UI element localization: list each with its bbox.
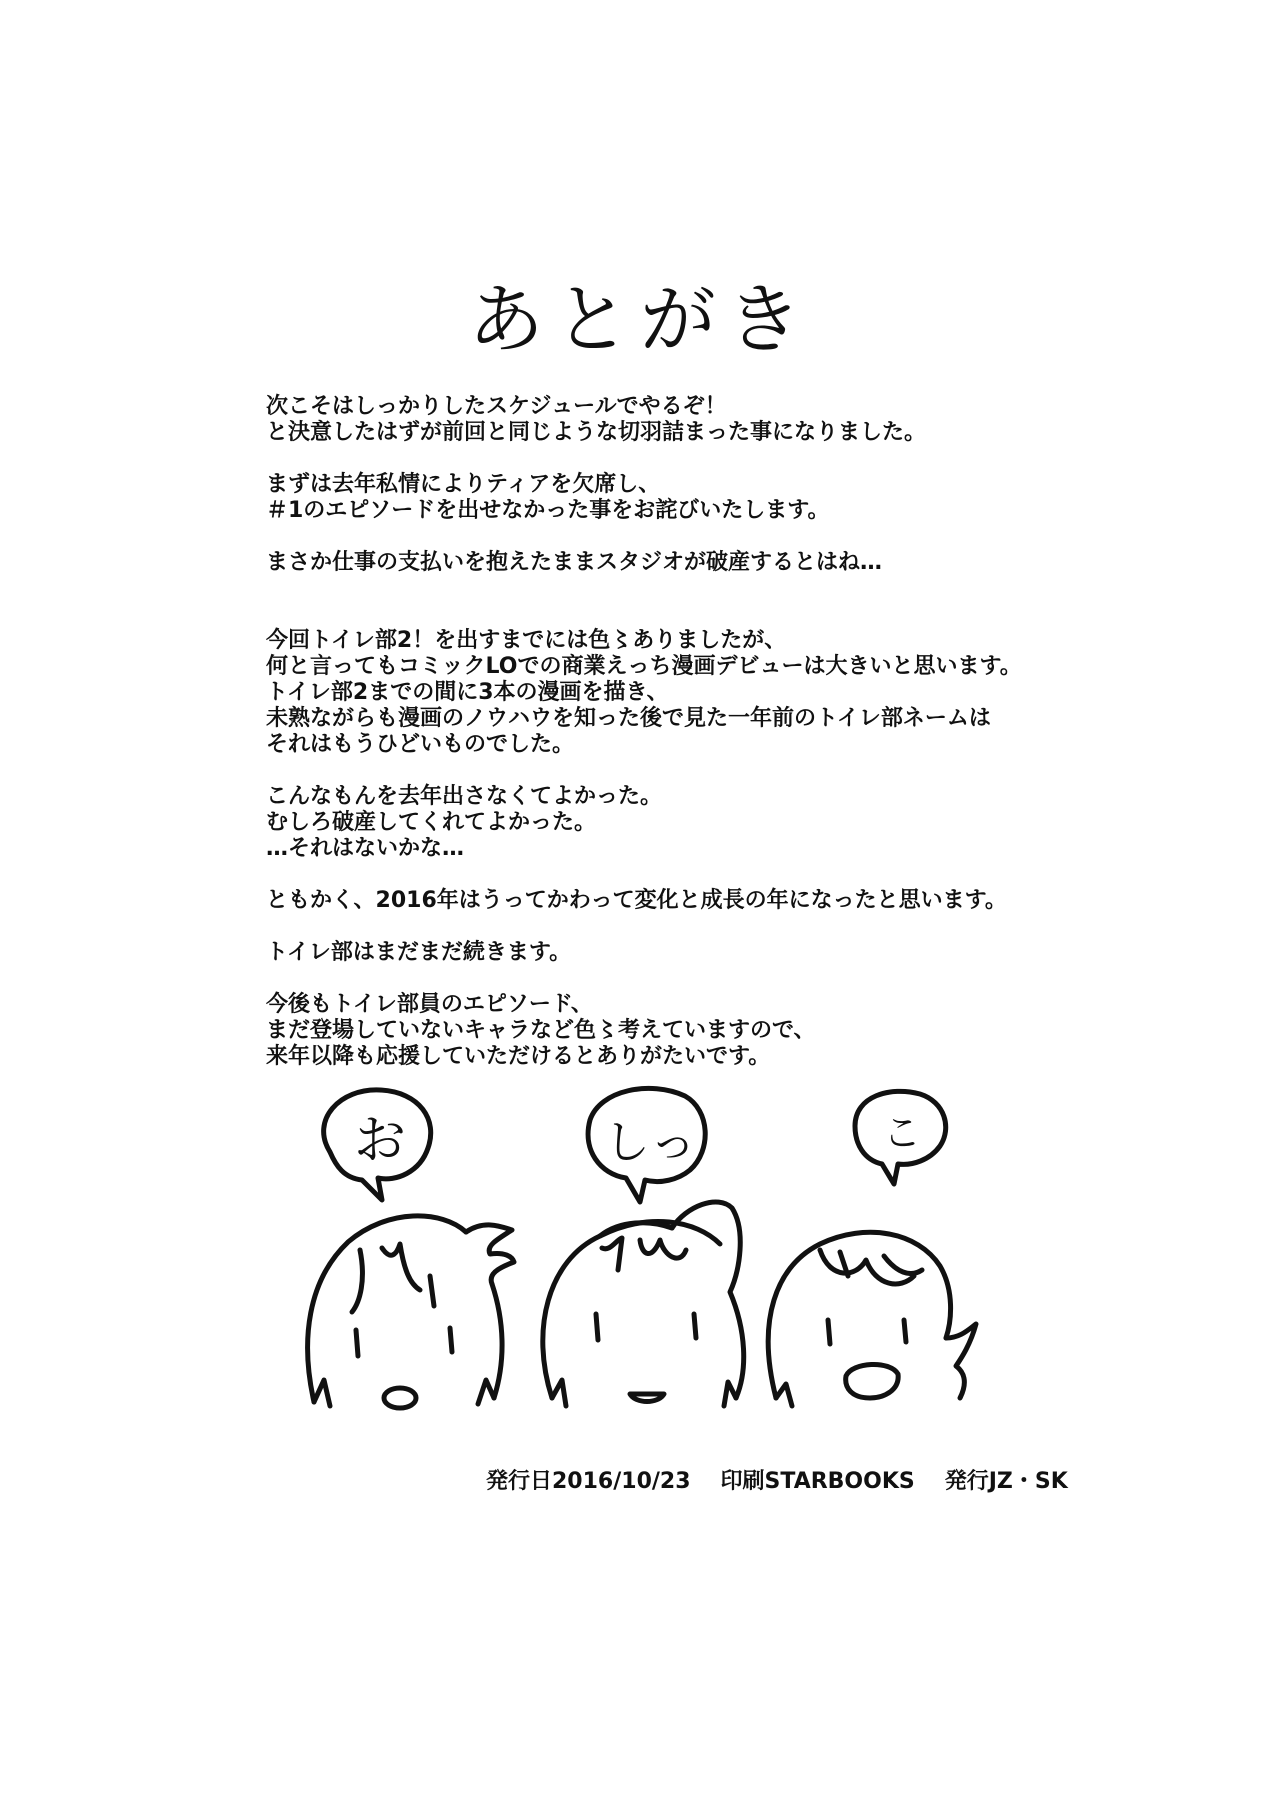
text-line: 来年以降も応援していただけるとありがたいです。 bbox=[266, 1044, 771, 1069]
paragraph bbox=[266, 940, 1086, 966]
text-line: ＃1のエピソードを出せなかった事をお詫びいたします。 bbox=[266, 498, 830, 523]
bubble-text: お bbox=[353, 1111, 407, 1171]
paragraph bbox=[266, 550, 1086, 576]
text-line: こんなもんを去年出さなくてよかった。 bbox=[266, 784, 663, 809]
paragraph bbox=[266, 394, 1086, 446]
text-line: まずは去年私情によりティアを欠席し、 bbox=[266, 472, 661, 497]
paragraph bbox=[266, 888, 1086, 914]
text-line: トイレ部はまだまだ続きます。 bbox=[266, 940, 572, 965]
character-left bbox=[308, 1216, 514, 1408]
text-line: 何と言ってもコミックLOでの商業えっち漫画デビューは大きいと思います。 bbox=[266, 654, 1022, 679]
publication-date: 発行日2016/10/23 bbox=[486, 1469, 691, 1494]
paragraph bbox=[266, 628, 1086, 758]
text-line: ともかく、2016年はうってかわって変化と成長の年になったと思います。 bbox=[266, 888, 1007, 913]
text-line: むしろ破産してくれてよかった。 bbox=[266, 810, 597, 835]
bubble-text: こ bbox=[882, 1111, 922, 1155]
speech-bubble-shi bbox=[588, 1088, 705, 1202]
colophon bbox=[486, 1468, 1068, 1496]
character-illustration bbox=[300, 1080, 1050, 1420]
afterword-body bbox=[266, 394, 1086, 1070]
text-line: それはもうひどいものでした。 bbox=[266, 732, 575, 757]
text-line: まさか仕事の支払いを抱えたままスタジオが破産するとはね… bbox=[266, 550, 883, 575]
bubble-text: しっ bbox=[604, 1115, 696, 1169]
text-line: と決意したはずが前回と同じような切羽詰まった事になりました。 bbox=[266, 420, 927, 445]
page-title: あとがき bbox=[468, 275, 812, 364]
text-line: 今回トイレ部2！を出すまでには色〻ありましたが、 bbox=[266, 628, 787, 653]
character-right bbox=[768, 1232, 976, 1406]
character-middle bbox=[543, 1202, 744, 1406]
speech-bubble-o bbox=[324, 1090, 431, 1200]
paragraph bbox=[266, 992, 1086, 1070]
text-line: 次こそはしっかりしたスケジュールでやるぞ！ bbox=[266, 394, 727, 419]
paragraph bbox=[266, 784, 1086, 862]
text-line: トイレ部2までの間に3本の漫画を描き、 bbox=[266, 680, 669, 705]
speech-bubble-ko bbox=[855, 1091, 946, 1184]
text-line: 未熟ながらも漫画のノウハウを知った後で見た一年前のトイレ部ネームは bbox=[266, 706, 991, 731]
text-line: …それはないかな… bbox=[266, 836, 465, 861]
publisher: 発行JZ・SK bbox=[944, 1469, 1068, 1494]
printer: 印刷STARBOOKS bbox=[720, 1469, 915, 1494]
text-line: まだ登場していないキャラなど色〻考えていますので、 bbox=[266, 1018, 816, 1043]
paragraph bbox=[266, 472, 1086, 524]
text-line: 今後もトイレ部員のエピソード、 bbox=[266, 992, 593, 1017]
